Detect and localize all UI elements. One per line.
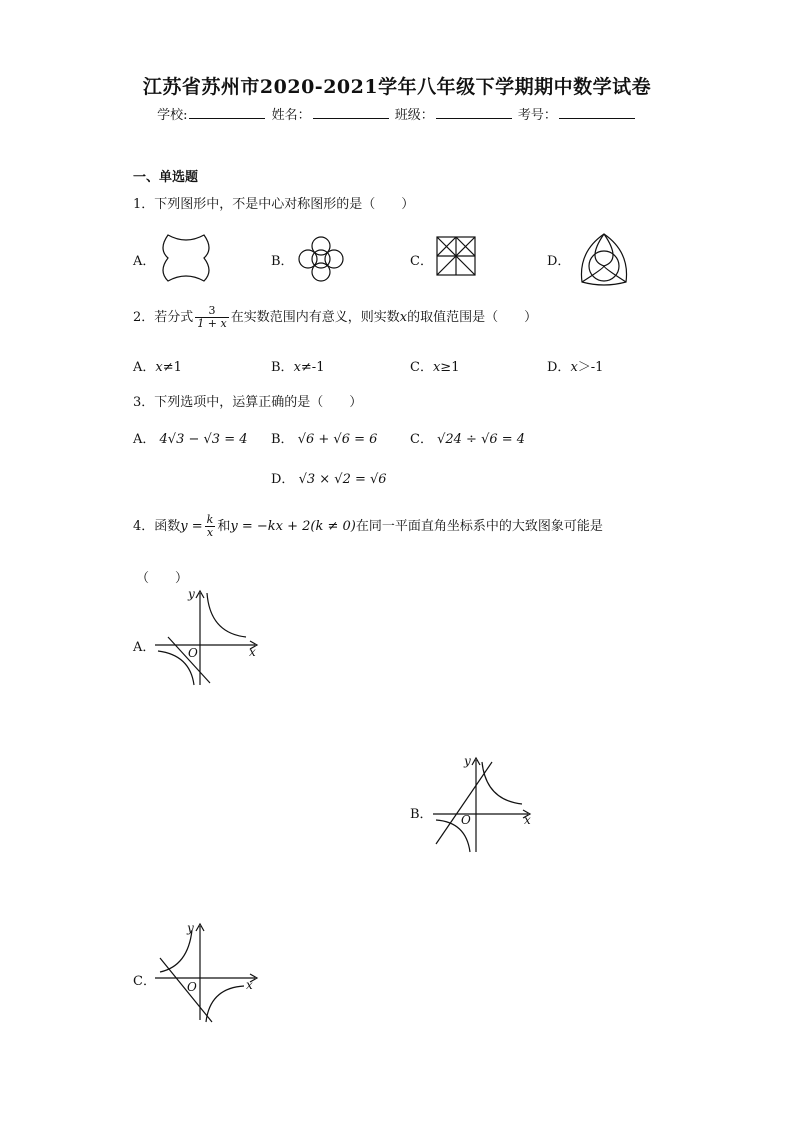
q3-option-b[interactable]: B． √6 + √6 = 6 (271, 432, 378, 447)
question-4-paren: （ ） (136, 571, 189, 586)
name-label: 姓名： (271, 108, 311, 123)
q2-fraction: $\frac{3}{1 + x}$ (197, 304, 227, 331)
q1-option-d-shape (576, 232, 632, 286)
q4-option-a-graph[interactable] (150, 585, 265, 690)
origin-label: O (461, 813, 471, 827)
q3-option-a[interactable]: A． 4√3 − √3 = 4 (133, 432, 248, 447)
q1-option-c-shape (436, 236, 476, 276)
x-axis-label: x (249, 645, 256, 659)
q1-option-a-label: A． (133, 254, 156, 269)
q1-option-a-shape (160, 231, 212, 285)
question-2-text: 2．若分式 $\frac{3}{1 + x}$ 在实数范围内有意义，则实数x的取值范围是（ ） (133, 304, 538, 331)
q1-option-d-label: D． (547, 254, 571, 269)
question-3-text: 3．下列选项中，运算正确的是（ ） (133, 395, 363, 410)
question-4-text: 4．函数y = $\frac{k}{x}$ 和y = −kx + 2(k ≠ 0)在同一平面直角坐标系中的大致图象可能是 (133, 513, 603, 540)
number-label: 考号： (517, 108, 557, 123)
q2-option-b[interactable]: B．x≠-1 (271, 360, 325, 375)
class-blank[interactable] (436, 106, 512, 119)
q3-option-c[interactable]: C． √24 ÷ √6 = 4 (410, 432, 526, 447)
y-axis-label: y (188, 587, 195, 601)
q2-option-d[interactable]: D．x＞-1 (547, 360, 604, 375)
number-blank[interactable] (559, 106, 635, 119)
page-title: 江苏省苏州市2020-2021学年八年级下学期期中数学试卷 (142, 76, 652, 98)
name-blank[interactable] (313, 106, 389, 119)
q4-option-b-label: B． (410, 807, 433, 822)
school-blank[interactable] (189, 106, 265, 119)
x-axis-label: x (246, 978, 253, 992)
q1-option-b-label: B． (271, 254, 294, 269)
y-axis-label: y (464, 754, 471, 768)
origin-label: O (188, 646, 198, 660)
q3-option-d[interactable]: D． √3 × √2 = √6 (271, 472, 387, 487)
section-heading: 一、单选题 (133, 170, 199, 185)
school-label: 学校: (157, 108, 188, 123)
x-axis-label: x (524, 813, 531, 827)
q1-option-b-shape (296, 234, 346, 284)
q4-option-c-graph[interactable] (150, 918, 265, 1026)
origin-label: O (187, 980, 197, 994)
q2-option-a[interactable]: A．x≠1 (133, 360, 182, 375)
q1-option-c-label: C． (410, 254, 433, 269)
y-axis-label: y (187, 921, 194, 935)
student-info (0, 104, 794, 123)
q2-option-c[interactable]: C．x≥1 (410, 360, 460, 375)
q4-fraction: $\frac{k}{x}$ (206, 513, 214, 540)
q4-option-a-label: A． (133, 640, 156, 655)
question-1-text: 1．下列图形中，不是中心对称图形的是（ ） (133, 197, 415, 212)
q4-option-b-graph[interactable] (428, 752, 543, 857)
class-label: 班级： (394, 108, 434, 123)
q4-option-c-label: C． (133, 974, 156, 989)
